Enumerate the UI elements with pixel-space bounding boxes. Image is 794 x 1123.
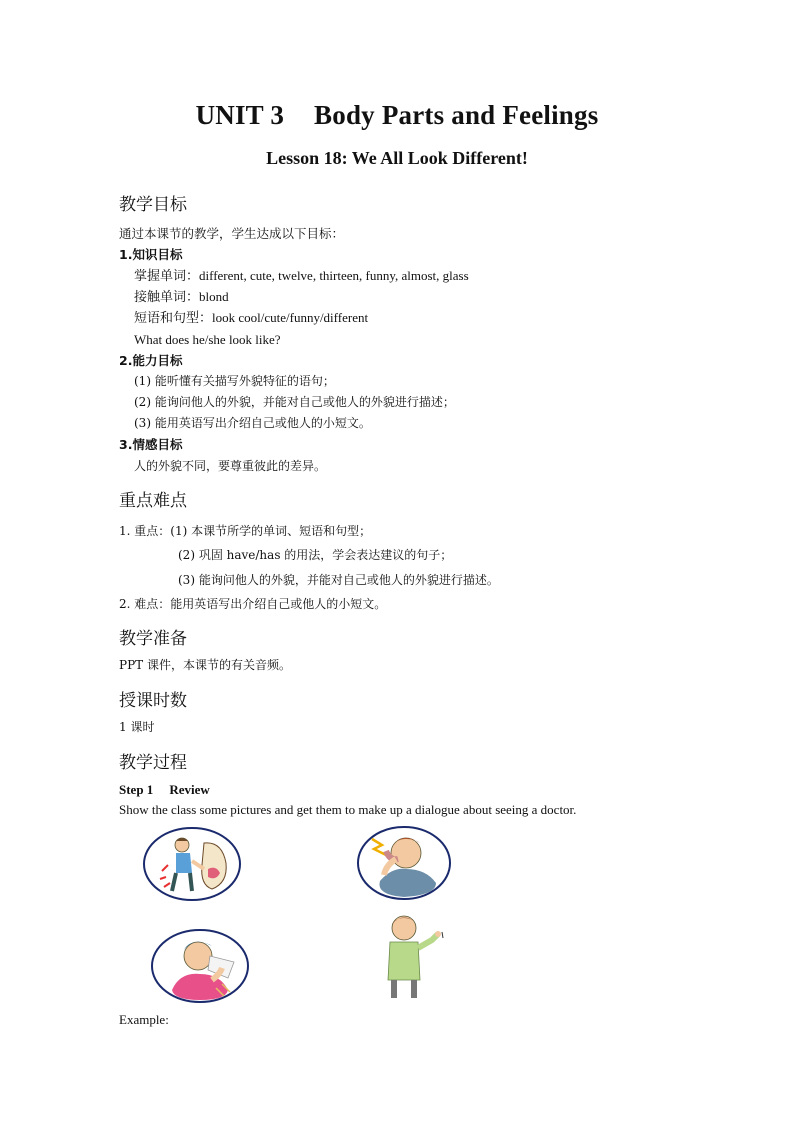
objectives-heading: 教学目标 [119, 195, 187, 215]
sentence-pattern: What does he/she look like? [134, 332, 281, 347]
step-number: Step 1 [119, 782, 154, 797]
lesson-title: Lesson 18: We All Look Different! [266, 148, 528, 168]
headache-illustration [356, 825, 452, 901]
unit-name: Body Parts and Feelings [314, 100, 599, 130]
unit-number: UNIT 3 [195, 100, 285, 130]
stomachache-illustration [142, 825, 242, 903]
step-1-label [119, 782, 210, 798]
preparation-heading: 教学准备 [119, 629, 187, 649]
key-points-heading: 重点难点 [119, 491, 187, 511]
sneezing-illustration [150, 928, 250, 1004]
emotion-item-1: 人的外貌不同，要尊重彼此的差异。 [134, 459, 327, 473]
hours-heading: 授课时数 [119, 691, 187, 711]
objectives-intro: 通过本课节的教学，学生达成以下目标： [119, 226, 345, 241]
example-label: Example: [119, 1012, 169, 1027]
step-1-instruction: Show the class some pictures and get them to make up a dialogue about seeing a doctor. [119, 802, 577, 817]
ability-item-2: (2) 能询问他人的外貌，并能对自己或他人的外貌进行描述； [134, 395, 455, 409]
knowledge-heading: 1.知识目标 [119, 247, 183, 262]
ability-item-3: (3) 能用英语写出介绍自己或他人的小短文。 [134, 416, 371, 430]
boy-pointing-illustration [380, 910, 450, 1002]
emotion-heading: 3.情感目标 [119, 437, 183, 452]
key-point-1: 1. 重点：(1) 本课节所学的单词、短语和句型； [119, 524, 372, 538]
ability-item-1: (1) 能听懂有关描写外貌特征的语句； [134, 374, 335, 388]
phrases: 短语和句型：look cool/cute/funny/different [134, 310, 369, 325]
master-words: 掌握单词：different, cute, twelve, thirteen, funny, almost, glass [134, 268, 469, 283]
unit-title [0, 100, 794, 131]
contact-words: 接触单词：blond [134, 289, 229, 304]
difficult-point: 2. 难点：能用英语写出介绍自己或他人的小短文。 [119, 597, 387, 611]
hours-text: 1 课时 [119, 720, 155, 734]
key-point-3: (3) 能询问他人的外貌，并能对自己或他人的外貌进行描述。 [178, 573, 499, 587]
process-heading: 教学过程 [119, 753, 187, 773]
ability-heading: 2.能力目标 [119, 353, 183, 368]
preparation-text: PPT 课件，本课节的有关音频。 [119, 658, 291, 672]
key-point-2: (2) 巩固 have/has 的用法，学会表达建议的句子； [178, 548, 453, 562]
step-name: Review [169, 782, 210, 797]
